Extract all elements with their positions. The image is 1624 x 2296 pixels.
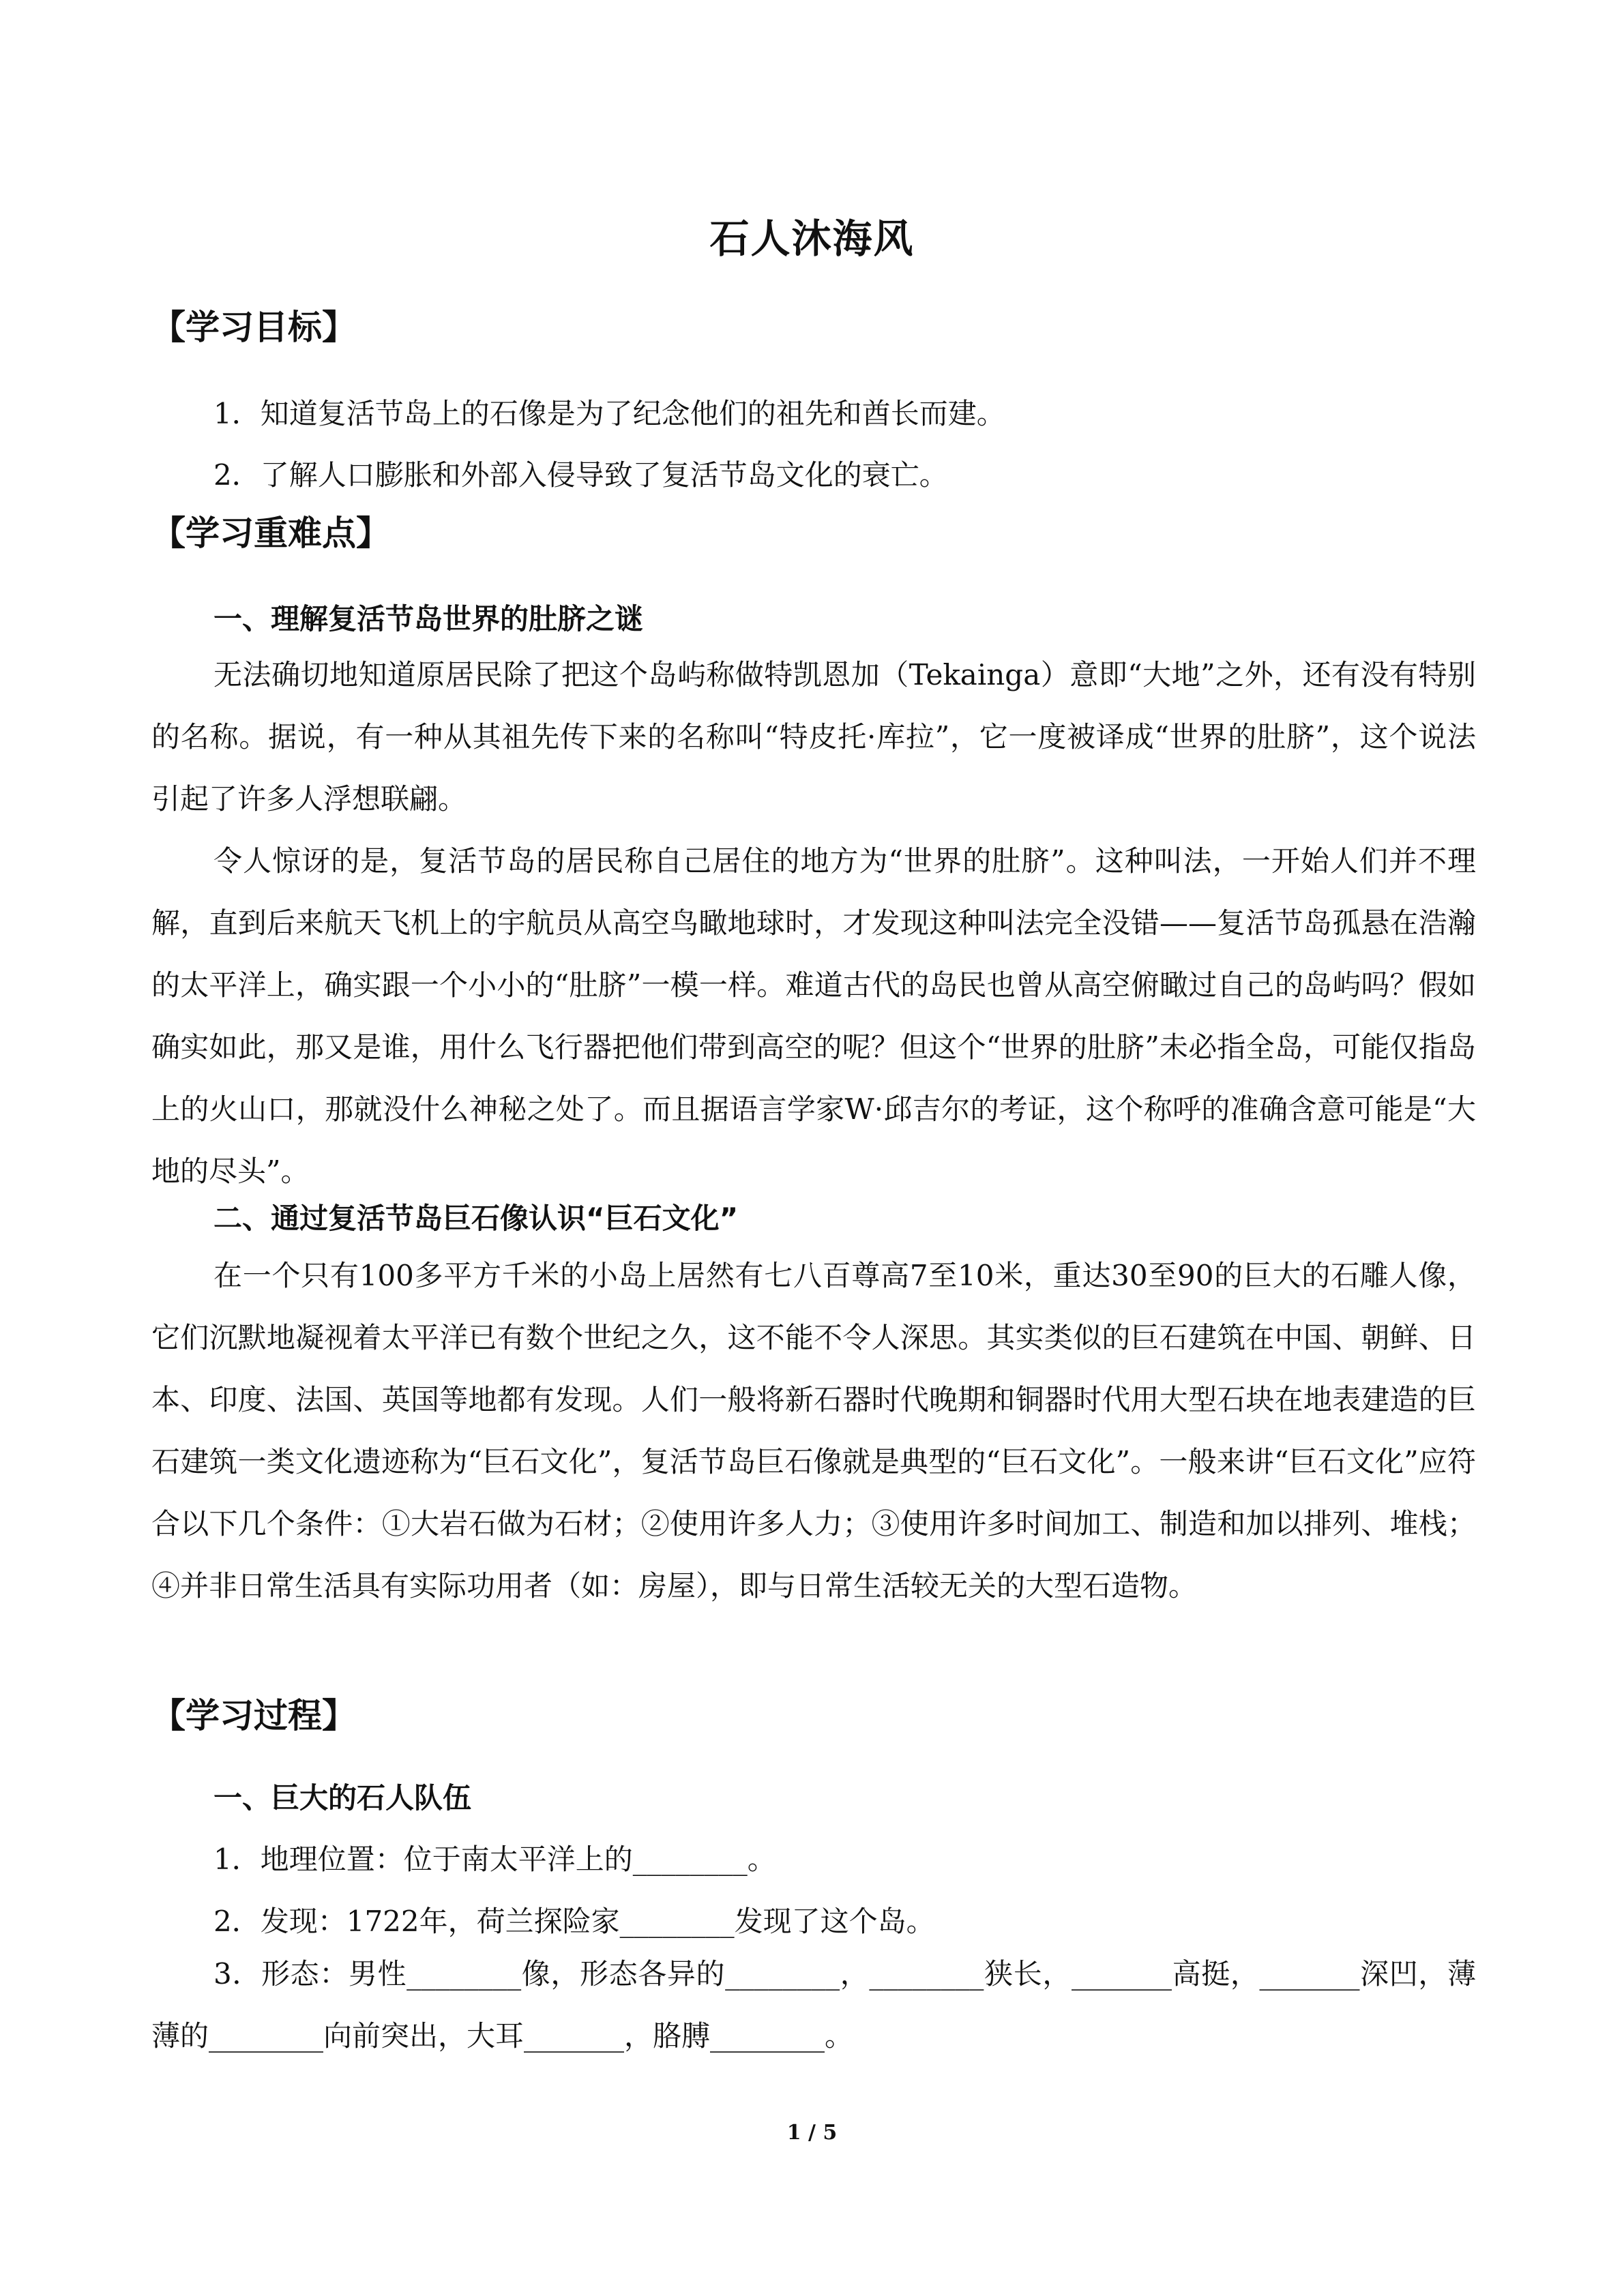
section-heading-objectives: 【学习目标】 [151, 308, 356, 347]
process-item-3: 3．形态：男性________像，形态各异的________，________狭长，_______高挺，_______深凹，薄薄的________向前突出，大耳_______，胳膊________。 [151, 1957, 1476, 2053]
objective-item-2: 2．了解人口膨胀和外部入侵导致了复活节岛文化的衰亡。 [213, 458, 948, 492]
section-heading-key-points: 【学习重难点】 [151, 513, 390, 553]
section-heading-process: 【学习过程】 [151, 1696, 356, 1735]
page-number: 1 / 5 [786, 2121, 838, 2145]
key-points-subheading-1: 一、理解复活节岛世界的肚脐之谜 [213, 602, 644, 636]
objective-item-1: 1．知道复活节岛上的石像是为了纪念他们的祖先和酋长而建。 [213, 397, 1005, 430]
key-points-paragraph-1: 无法确切地知道原居民除了把这个岛屿称做特凯恩加（Tekainga）意即“大地”之外，还有没有特别的名称。据说，有一种从其祖先传下来的名称叫“特皮托·库拉”，它一度被译成“世界的肚脐”，这个说法引起了许多人浮想联翩。 [151, 658, 1476, 816]
process-subheading-1: 一、巨大的石人队伍 [213, 1781, 472, 1815]
process-item-1: 1．地理位置：位于南太平洋上的________。 [213, 1843, 776, 1876]
process-item-2: 2．发现：1722年，荷兰探险家________发现了这个岛。 [213, 1905, 935, 1938]
key-points-paragraph-2: 令人惊讶的是，复活节岛的居民称自己居住的地方为“世界的肚脐”。这种叫法，一开始人们并不理解，直到后来航天飞机上的宇航员从高空鸟瞰地球时，才发现这种叫法完全没错——复活节岛孤悬在浩瀚的太平洋上，确实跟一个小小的“肚脐”一模一样。难道古代的岛民也曾从高空俯瞰过自己的岛屿吗？假如确实如此，那又是谁，用什么飞行器把他们带到高空的呢？但这个“世界的肚脐”未必指全岛，可能仅指岛上的火山口，那就没什么神秘之处了。而且据语言学家W·邱吉尔的考证，这个称呼的准确含意可能是“大地的尽头”。 [151, 844, 1476, 1188]
key-points-subheading-2: 二、通过复活节岛巨石像认识“巨石文化” [213, 1202, 739, 1235]
key-points-paragraph-3: 在一个只有100多平方千米的小岛上居然有七八百尊高7至10米，重达30至90的巨大的石雕人像，它们沉默地凝视着太平洋已有数个世纪之久，这不能不令人深思。其实类似的巨石建筑在中国、朝鲜、日本、印度、法国、英国等地都有发现。人们一般将新石器时代晚期和铜器时代用大型石块在地表建造的巨石建筑一类文化遗迹称为“巨石文化”，复活节岛巨石像就是典型的“巨石文化”。一般来讲“巨石文化”应符合以下几个条件：①大岩石做为石材；②使用许多人力；③使用许多时间加工、制造和加以排列、堆栈；④并非日常生活具有实际功用者（如：房屋），即与日常生活较无关的大型石造物。 [151, 1259, 1476, 1602]
page-title: 石人沐海风 [709, 215, 915, 262]
